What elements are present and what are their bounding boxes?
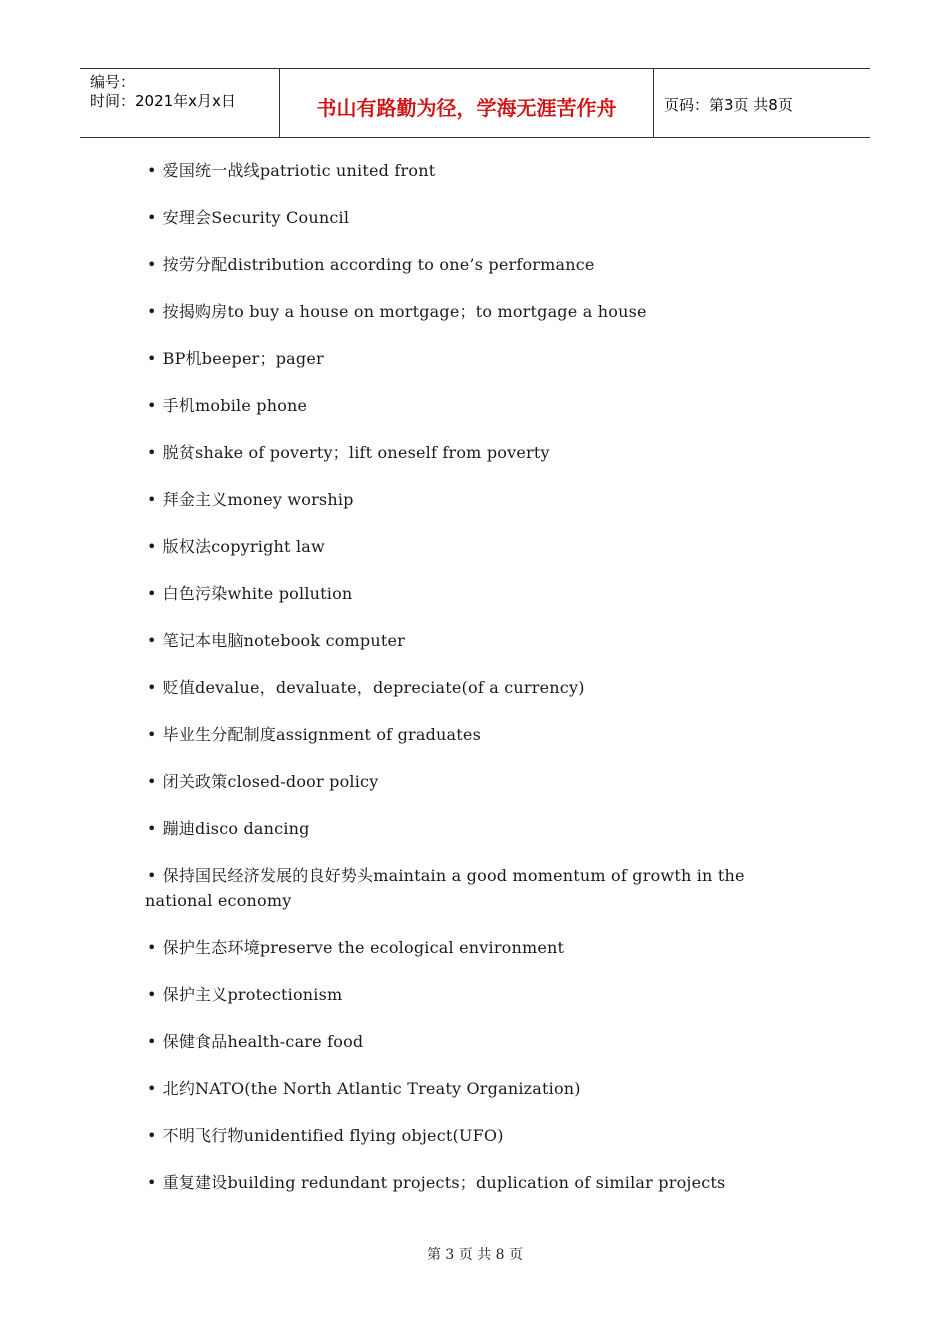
bullet: • [147, 537, 157, 556]
list-item [145, 1170, 805, 1195]
entry-text: 贬值devalue，devaluate，depreciate(of a currency) [162, 678, 585, 697]
list-item [145, 299, 805, 324]
time-label: 时间：2021年x月x日 [90, 92, 236, 110]
entry-text: 不明飞行物unidentified flying object(UFO) [162, 1126, 504, 1145]
list-item [145, 722, 805, 747]
entry-text: 爱国统一战线patriotic united front [162, 161, 436, 180]
entry-text: 手机mobile phone [162, 396, 308, 415]
bullet: • [147, 985, 157, 1004]
bullet: • [147, 1032, 157, 1051]
list-item [145, 581, 805, 606]
bullet: • [147, 631, 157, 650]
bullet: • [147, 443, 157, 462]
bullet: • [147, 490, 157, 509]
entry-text: 拜金主义money worship [162, 490, 354, 509]
list-item [145, 487, 805, 512]
entry-text: 重复建设building redundant projects；duplication of similar projects [162, 1173, 726, 1192]
list-item [145, 675, 805, 700]
list-item [145, 440, 805, 465]
list-item [145, 816, 805, 841]
entry-text: 白色污染white pollution [162, 584, 353, 603]
bullet: • [147, 772, 157, 791]
list-item [145, 393, 805, 418]
entry-text: 北约NATO(the North Atlantic Treaty Organization) [162, 1079, 581, 1098]
header-page-info: 页码：第3页 共8页 [664, 95, 793, 114]
bullet: • [147, 584, 157, 603]
entry-text: 保持国民经济发展的良好势头maintain a good momentum of growth in the national economy [145, 866, 745, 910]
header-motto: 书山有路勤为径，学海无涯苦作舟 [280, 69, 654, 137]
list-item [145, 1076, 805, 1101]
bullet: • [147, 161, 157, 180]
entry-text: 毕业生分配制度assignment of graduates [162, 725, 481, 744]
list-item [145, 935, 805, 960]
bullet: • [147, 1173, 157, 1192]
entry-text: 安理会Security Council [162, 208, 350, 227]
bullet: • [147, 396, 157, 415]
page-header [80, 68, 870, 138]
bullet: • [147, 866, 157, 885]
bullet: • [147, 725, 157, 744]
bullet: • [147, 938, 157, 957]
entry-text: 按揭购房to buy a house on mortgage；to mortgage a house [162, 302, 647, 321]
list-item [145, 1029, 805, 1054]
page-footer: 第 3 页 共 8 页 [426, 1247, 524, 1263]
glossary-list [145, 158, 805, 1217]
bullet: • [147, 302, 157, 321]
list-item [145, 1123, 805, 1148]
entry-text: 版权法copyright law [162, 537, 325, 556]
bullet: • [147, 208, 157, 227]
header-meta [80, 69, 280, 137]
entry-text: 保健食品health-care food [162, 1032, 364, 1051]
entry-text: 闭关政策closed-door policy [162, 772, 379, 791]
list-item [145, 863, 805, 913]
list-item [145, 534, 805, 559]
list-item [145, 158, 805, 183]
list-item [145, 205, 805, 230]
list-item [145, 982, 805, 1007]
list-item [145, 769, 805, 794]
bullet: • [147, 255, 157, 274]
entry-text: 脱贫shake of poverty；lift oneself from poverty [162, 443, 550, 462]
entry-text: 按劳分配distribution according to one’s performance [162, 255, 595, 274]
entry-text: 笔记本电脑notebook computer [162, 631, 406, 650]
list-item [145, 628, 805, 653]
list-item [145, 252, 805, 277]
bullet: • [147, 1079, 157, 1098]
list-item [145, 346, 805, 371]
bullet: • [147, 819, 157, 838]
bullet: • [147, 678, 157, 697]
bullet: • [147, 349, 157, 368]
entry-text: 保护生态环境preserve the ecological environment [162, 938, 565, 957]
entry-text: 保护主义protectionism [162, 985, 343, 1004]
number-label: 编号： [90, 73, 136, 91]
entry-text: 蹦迪disco dancing [162, 819, 310, 838]
bullet: • [147, 1126, 157, 1145]
entry-text: BP机beeper；pager [162, 349, 324, 368]
